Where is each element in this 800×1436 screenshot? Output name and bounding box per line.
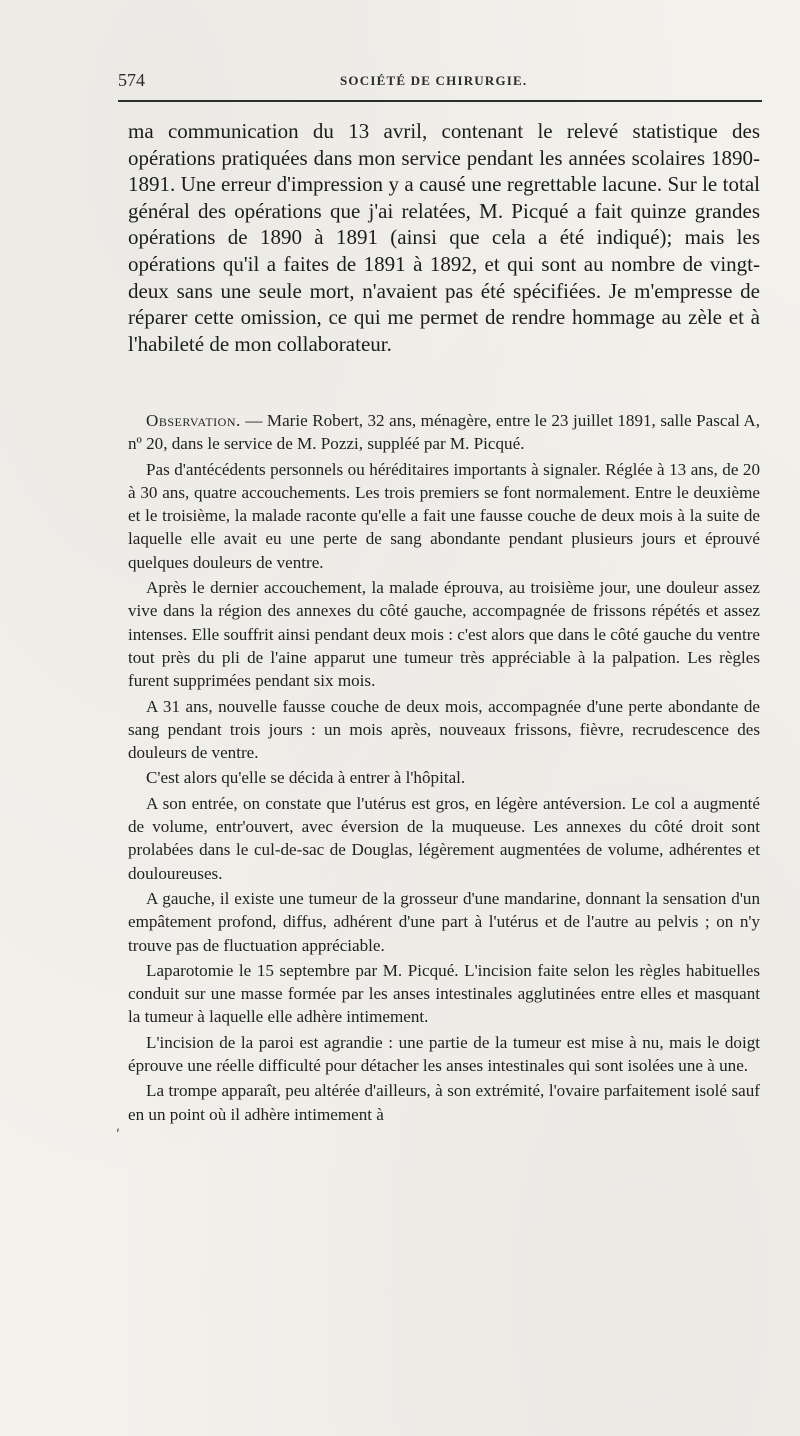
- observation-paragraph: Laparotomie le 15 septembre par M. Picqué. L'incision faite selon les règles habituelles conduit sur une masse formée par les anses intestinales agglutinées entre elles et masquant la tumeur à laquelle elle adhère intimement.: [128, 960, 760, 1027]
- intro-paragraph: ma communication du 13 avril, contenant le relevé statistique des opérations pratiquées dans mon service pendant les années scolaires 1890-1891. Une erreur d'impression y a causé une regrettable lacune. Sur le total général des opérations que j'ai relatées, M. Picqué a fait quinze grandes opérations de 1890 à 1891 (ainsi que cela a été indiqué); mais les opérations qu'il a faites de 1891 à 1892, et qui sont au nombre de vingt-deux sans une seule mort, n'avaient pas été spécifiées. Je m'empresse de réparer cette omission, ce qui me permet de rendre hommage au zèle et à l'habileté de mon collaborateur.: [128, 119, 760, 356]
- observation-intro-text: — Marie Robert, 32 ans, ménagère, entre le 23 juillet 1891, salle Pascal A, nº 20, dans le service de M. Pozzi, suppléé par M. Picqué.: [128, 411, 760, 454]
- observation-paragraph: C'est alors qu'elle se décida à entrer à l'hôpital.: [146, 768, 466, 788]
- observation-section: [128, 409, 760, 1128]
- observation-paragraph: A 31 ans, nouvelle fausse couche de deux mois, accompagnée d'une perte abondante de sang pendant trois jours : un mois après, nouveaux frissons, fièvre, recrudescence des douleurs de ventre.: [128, 696, 760, 763]
- observation-paragraph: La trompe apparaît, peu altérée d'ailleurs, à son extrémité, l'ovaire parfaitement isolé sauf en un point où il adhère intimement à: [128, 1081, 760, 1124]
- observation-paragraph: A gauche, il existe une tumeur de la grosseur d'une mandarine, donnant la sensation d'un empâtement profond, diffus, adhérent d'une part à l'utérus et de l'autre au pelvis ; on n'y trouve pas de fluctuation appréciable.: [128, 888, 760, 955]
- page-number: 574: [118, 70, 145, 90]
- observation-paragraph: A son entrée, on constate que l'utérus est gros, en légère antéversion. Le col a augmenté de volume, entr'ouvert, avec éversion de la muqueuse. Les annexes du côté droit sont prolabées dans le cul-de-sac de Douglas, légèrement augmentées de volume, adhérentes et douloureuses.: [128, 793, 760, 883]
- observation-label: Observation.: [146, 411, 241, 430]
- header-rule: [118, 100, 762, 102]
- intro-section: [128, 118, 760, 357]
- observation-paragraph: Pas d'antécédents personnels ou héréditaires importants à signaler. Réglée à 13 ans, de 20 à 30 ans, quatre accouchements. Les trois premiers se font normalement. Entre le deuxième et le troisième, la malade raconte qu'elle a fait une fausse couche de deux mois à la suite de laquelle elle avait eu une perte de sang abondante pendant plusieurs jours et éprouvé quelques douleurs de ventre.: [128, 459, 760, 572]
- running-title: SOCIÉTÉ DE CHIRURGIE.: [340, 73, 528, 88]
- margin-mark: ʹ: [116, 1128, 120, 1144]
- observation-paragraph: Après le dernier accouchement, la malade éprouva, au troisième jour, une douleur assez vive dans la région des annexes du côté gauche, accompagnée de frissons répétés et assez intenses. Elle souffrit ainsi pendant deux mois : c'est alors que dans le côté gauche du ventre tout près du pli de l'aine apparut une tumeur très appréciable à la palpation. Les règles furent supprimées pendant six mois.: [128, 578, 760, 691]
- page-header: [118, 70, 762, 96]
- observation-paragraph: L'incision de la paroi est agrandie : une partie de la tumeur est mise à nu, mais le doigt éprouve une réelle difficulté pour détacher les anses intestinales qui sont isolées une à une.: [128, 1032, 760, 1076]
- observation-heading-paragraph: [128, 409, 760, 456]
